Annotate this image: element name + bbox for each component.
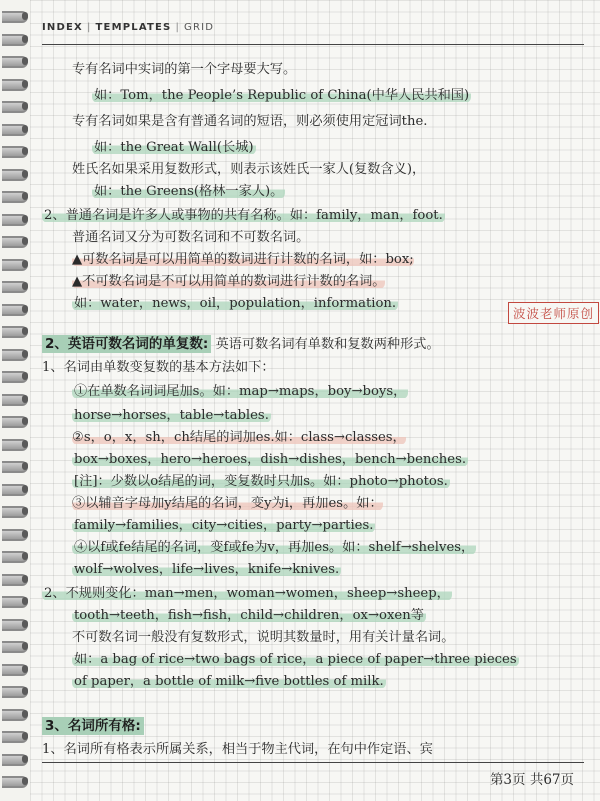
text-line: 专有名词如果是含有普通名词的短语，则必须使用定冠词the. xyxy=(72,114,428,129)
spiral-ring xyxy=(0,301,28,317)
spiral-ring xyxy=(0,256,28,272)
text-line xyxy=(72,270,385,289)
spiral-ring xyxy=(0,593,28,609)
text-line xyxy=(42,204,445,223)
page-counter: 第3页 共67页 xyxy=(489,772,574,788)
spiral-ring xyxy=(0,31,28,47)
spiral-ring xyxy=(0,548,28,564)
spiral-ring xyxy=(0,121,28,137)
text-line xyxy=(72,536,476,555)
text-line xyxy=(72,380,408,399)
section-heading-line xyxy=(42,332,440,352)
rule-example: family→families，city→cities，party→parties. xyxy=(74,518,374,533)
text-line xyxy=(92,136,256,155)
text-line xyxy=(92,84,471,103)
highlighted-definition: 2、普通名词是许多人或事物的共有名称。如：family，man，foot. xyxy=(44,208,443,223)
spiral-ring xyxy=(0,391,28,407)
rule-example: horse→horses，table→tables. xyxy=(74,408,269,423)
spiral-ring xyxy=(0,616,28,632)
text-line: 1、名词所有格表示所属关系，相当于物主代词，在句中作定语、宾 xyxy=(42,742,433,757)
rule-example: ③以辅音字母加y结尾的名词，变y为i，再加es。如： xyxy=(72,496,383,511)
text-line xyxy=(72,404,271,423)
spiral-ring xyxy=(0,143,28,159)
text-line: 不可数名词一般没有复数形式，说明其数量时，用有关计量名词。 xyxy=(72,630,455,645)
spiral-ring xyxy=(0,76,28,92)
rule-example: wolf→wolves，life→lives，knife→knives. xyxy=(74,562,340,577)
measure-example: of paper，a bottle of milk→five bottles of milk. xyxy=(74,674,384,689)
spiral-binding xyxy=(0,0,30,801)
text-line xyxy=(72,604,426,623)
rule-example: ①在单数名词词尾加s。如：map→maps，boy→boys， xyxy=(74,384,407,399)
text-line xyxy=(92,180,285,199)
spiral-ring xyxy=(0,503,28,519)
spiral-ring xyxy=(0,526,28,542)
text-line: 姓氏名如果采用复数形式，则表示该姓氏一家人(复数含义)， xyxy=(72,162,426,177)
text-line xyxy=(72,448,468,467)
author-stamp: 波波老师原创 xyxy=(508,302,599,324)
spiral-ring xyxy=(0,368,28,384)
irregular-example: 2、不规则变化：man→men，woman→women，sheep→sheep， xyxy=(44,586,450,601)
highlighted-example: 如：the Greens(格林一家人)。 xyxy=(94,184,284,199)
text-line xyxy=(42,582,452,601)
text-line xyxy=(72,292,398,311)
header-separator: | xyxy=(86,22,92,33)
header-index[interactable]: INDEX xyxy=(42,22,83,33)
section-heading: 2、英语可数名词的单复数: xyxy=(42,335,211,353)
text-line xyxy=(72,470,450,489)
spiral-ring xyxy=(0,458,28,474)
spiral-ring xyxy=(0,413,28,429)
text-line xyxy=(72,426,406,445)
uncountable-note: ▲不可数名词是不可以用简单的数词进行计数的名词。 xyxy=(72,274,386,289)
text-line: 普通名词又分为可数名词和不可数名词。 xyxy=(72,230,310,245)
measure-example: 如：a bag of rice→two bags of rice，a piece of paper→three pieces xyxy=(74,652,517,667)
spiral-ring xyxy=(0,683,28,699)
text-line xyxy=(72,670,386,689)
spiral-ring xyxy=(0,661,28,677)
spiral-ring xyxy=(0,481,28,497)
spiral-ring xyxy=(0,278,28,294)
spiral-ring xyxy=(0,571,28,587)
highlighted-example: 如：water，news，oil，population，information. xyxy=(74,296,397,311)
text-line xyxy=(72,248,414,267)
rule-example: ④以f或fe结尾的名词，变f或fe为v，再加es。如：shelf→shelves， xyxy=(74,540,475,555)
rule-example: ②s，o，x，sh，ch结尾的词加es.如：class→classes， xyxy=(72,430,406,445)
bottom-rule xyxy=(42,762,584,763)
spiral-ring xyxy=(0,638,28,654)
text-line xyxy=(72,648,519,667)
rule-note: [注]：少数以o结尾的词，变复数时只加s。如：photo→photos. xyxy=(74,474,448,489)
spiral-ring xyxy=(0,211,28,227)
page-header xyxy=(42,22,214,33)
header-grid[interactable]: GRID xyxy=(184,22,215,33)
spiral-ring xyxy=(0,773,28,789)
text-line xyxy=(72,514,375,533)
top-rule xyxy=(42,44,584,45)
highlighted-example: 如：the Great Wall(长城) xyxy=(94,140,254,155)
header-separator: | xyxy=(175,22,181,33)
spiral-ring xyxy=(0,53,28,69)
text-line xyxy=(72,558,341,577)
spiral-ring xyxy=(0,8,28,24)
rule-example: box→boxes，hero→heroes，dish→dishes，bench→benches. xyxy=(74,452,467,467)
notebook-page xyxy=(30,0,600,801)
spiral-ring xyxy=(0,706,28,722)
countable-note: ▲可数名词是可以用简单的数词进行计数的名词，如：box; xyxy=(72,252,414,267)
spiral-ring xyxy=(0,346,28,362)
spiral-ring xyxy=(0,728,28,744)
irregular-example: tooth→teeth，fish→fish，child→children，ox→oxen等 xyxy=(74,608,424,623)
spiral-ring xyxy=(0,98,28,114)
text-line: 专有名词中实词的第一个字母要大写。 xyxy=(72,62,297,77)
text-line: 1、名词由单数变复数的基本方法如下： xyxy=(42,360,275,375)
section-heading-line xyxy=(42,714,144,734)
section-heading: 3、名词所有格: xyxy=(42,717,144,735)
section-intro: 英语可数名词有单数和复数两种形式。 xyxy=(215,337,440,352)
text-line xyxy=(72,492,383,511)
spiral-ring xyxy=(0,188,28,204)
spiral-ring xyxy=(0,751,28,767)
spiral-ring xyxy=(0,323,28,339)
highlighted-example: 如：Tom，the People’s Republic of China(中华人民共和国) xyxy=(94,88,470,103)
spiral-ring xyxy=(0,436,28,452)
spiral-ring xyxy=(0,233,28,249)
header-templates[interactable]: TEMPLATES xyxy=(95,22,172,33)
spiral-ring xyxy=(0,166,28,182)
